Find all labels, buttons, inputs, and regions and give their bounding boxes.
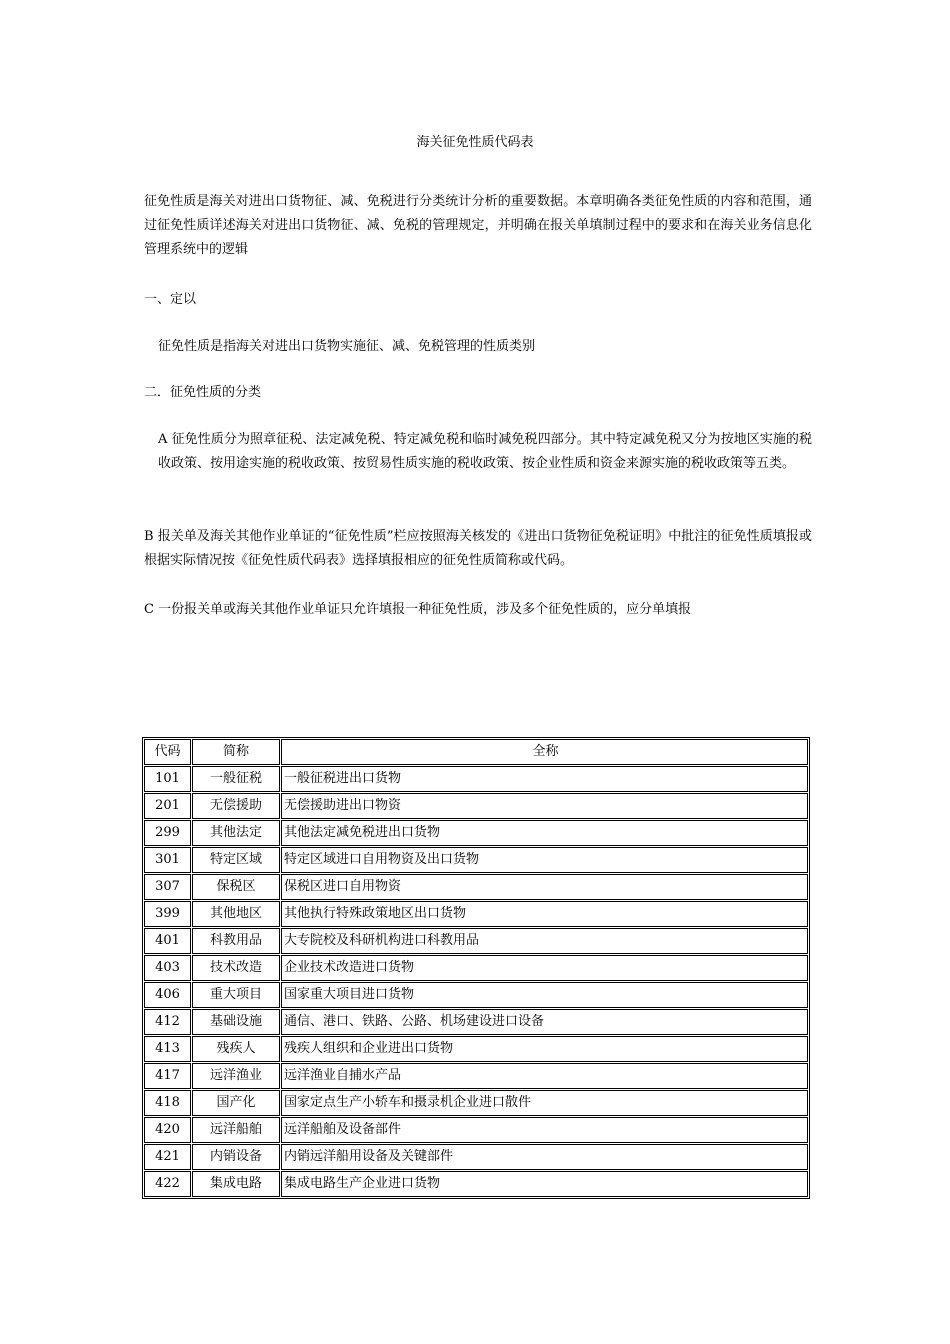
table-row — [144, 793, 808, 819]
table-row — [144, 901, 808, 927]
cell-code: 412 — [144, 1009, 191, 1035]
header-short-name: 简称 — [192, 739, 280, 765]
table-row — [144, 1171, 808, 1197]
cell-code: 101 — [144, 766, 191, 792]
cell-short-name: 特定区域 — [192, 847, 280, 873]
cell-full-name: 其他法定减免税进出口货物 — [281, 820, 808, 846]
table-row — [144, 1144, 808, 1170]
cell-code: 406 — [144, 982, 191, 1008]
cell-full-name: 国家定点生产小轿车和摄录机企业进口散件 — [281, 1090, 808, 1116]
paragraph-c: C 一份报关单或海关其他作业单证只允许填报一种征免性质，涉及多个征免性质的，应分单填报 — [144, 602, 692, 617]
table-row — [144, 820, 808, 846]
cell-full-name: 其他执行特殊政策地区出口货物 — [281, 901, 808, 927]
cell-code: 401 — [144, 928, 191, 954]
table-row — [144, 1009, 808, 1035]
cell-short-name: 国产化 — [192, 1090, 280, 1116]
cell-short-name: 内销设备 — [192, 1144, 280, 1170]
table-row — [144, 982, 808, 1008]
table-body — [144, 766, 808, 1197]
header-code: 代码 — [144, 739, 191, 765]
table-row — [144, 1036, 808, 1062]
cell-code: 307 — [144, 874, 191, 900]
cell-code: 417 — [144, 1063, 191, 1089]
cell-code: 413 — [144, 1036, 191, 1062]
cell-full-name: 特定区域进口自用物资及出口货物 — [281, 847, 808, 873]
cell-full-name: 保税区进口自用物资 — [281, 874, 808, 900]
cell-short-name: 其他地区 — [192, 901, 280, 927]
table-row — [144, 955, 808, 981]
code-table — [142, 737, 810, 1199]
cell-short-name: 基础设施 — [192, 1009, 280, 1035]
cell-short-name: 无偿援助 — [192, 793, 280, 819]
cell-short-name: 远洋船舶 — [192, 1117, 280, 1143]
cell-full-name: 企业技术改造进口货物 — [281, 955, 808, 981]
paragraph-a: A 征免性质分为照章征税、法定减免税、特定减免税和临时减免税四部分。其中特定减免税又分为按地区实施的税收政策、按用途实施的税收政策、按贸易性质实施的税收政策、按企业性质和资金来源实施的税收政策等五类。 — [158, 432, 812, 471]
table-header-row — [144, 739, 808, 765]
header-full-name: 全称 — [281, 739, 808, 765]
cell-full-name: 一般征税进出口货物 — [281, 766, 808, 792]
cell-short-name: 集成电路 — [192, 1171, 280, 1197]
cell-full-name: 通信、港口、铁路、公路、机场建设进口设备 — [281, 1009, 808, 1035]
cell-full-name: 远洋渔业自捕水产品 — [281, 1063, 808, 1089]
cell-short-name: 科教用品 — [192, 928, 280, 954]
table-row — [144, 928, 808, 954]
paragraph-b: B 报关单及海关其他作业单证的“征免性质”栏应按照海关核发的《进出口货物征免税证明》中批注的征免性质填报或根据实际情况按《征免性质代码表》选择填报相应的征免性质简称或代码。 — [144, 529, 812, 568]
cell-full-name: 集成电路生产企业进口货物 — [281, 1171, 808, 1197]
table-row — [144, 1090, 808, 1116]
section1-heading: 一、定以 — [144, 292, 197, 307]
cell-short-name: 一般征税 — [192, 766, 280, 792]
cell-full-name: 远洋船舶及设备部件 — [281, 1117, 808, 1143]
table-row — [144, 1063, 808, 1089]
section2-heading: 二．征免性质的分类 — [144, 385, 262, 400]
cell-full-name: 内销远洋船用设备及关键部件 — [281, 1144, 808, 1170]
cell-short-name: 其他法定 — [192, 820, 280, 846]
document-title: 海关征免性质代码表 — [416, 135, 534, 150]
cell-code: 299 — [144, 820, 191, 846]
cell-code: 420 — [144, 1117, 191, 1143]
cell-code: 422 — [144, 1171, 191, 1197]
cell-code: 403 — [144, 955, 191, 981]
cell-code: 421 — [144, 1144, 191, 1170]
cell-full-name: 大专院校及科研机构进口科教用品 — [281, 928, 808, 954]
table-row — [144, 1117, 808, 1143]
cell-short-name: 残疾人 — [192, 1036, 280, 1062]
cell-short-name: 重大项目 — [192, 982, 280, 1008]
table-row — [144, 874, 808, 900]
cell-code: 399 — [144, 901, 191, 927]
cell-code: 201 — [144, 793, 191, 819]
cell-code: 301 — [144, 847, 191, 873]
cell-short-name: 技术改造 — [192, 955, 280, 981]
table-row — [144, 847, 808, 873]
cell-short-name: 保税区 — [192, 874, 280, 900]
cell-full-name: 残疾人组织和企业进出口货物 — [281, 1036, 808, 1062]
cell-short-name: 远洋渔业 — [192, 1063, 280, 1089]
section1-body: 征免性质是指海关对进出口货物实施征、减、免税管理的性质类别 — [158, 339, 536, 354]
cell-full-name: 国家重大项目进口货物 — [281, 982, 808, 1008]
cell-full-name: 无偿援助进出口物资 — [281, 793, 808, 819]
intro-paragraph: 征免性质是海关对进出口货物征、减、免税进行分类统计分析的重要数据。本章明确各类征免性质的内容和范围，通过征免性质详述海关对进出口货物征、减、免税的管理规定，并明确在报关单填制过程中的要求和在海关业务信息化管理系统中的逻辑 — [144, 194, 812, 257]
table-row — [144, 766, 808, 792]
cell-code: 418 — [144, 1090, 191, 1116]
